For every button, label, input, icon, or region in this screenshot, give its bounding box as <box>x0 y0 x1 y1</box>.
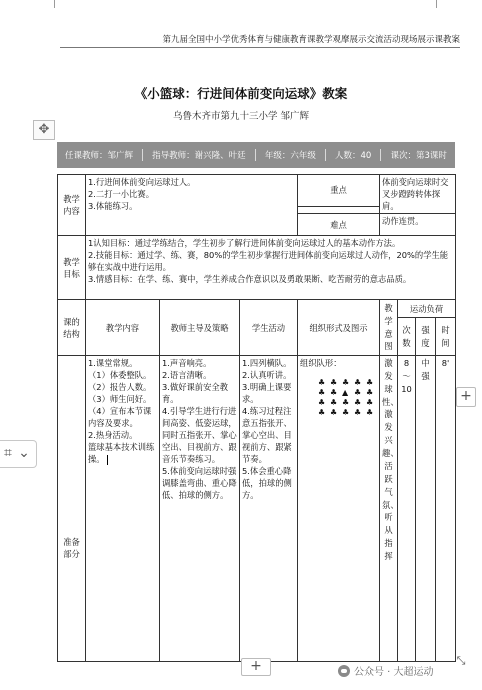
col-content-label: 教学内容 <box>105 322 140 333</box>
col-intensity <box>416 318 436 356</box>
difficulty-text-cell[interactable] <box>380 214 456 236</box>
document-subtitle: 乌鲁木齐市第九十三小学 邹广辉 <box>172 111 310 122</box>
prep-teacher-line: 4.引导学生进行行进间高姿、低姿运球，同时五指张开、掌心空出、目视前方、跟音乐节奏练习。 <box>162 406 237 465</box>
difficulty-label-cell <box>298 214 380 236</box>
prep-student-line: 5.体会重心降低，拍球的侧方。 <box>242 466 292 501</box>
student-marker-icon: ♣ <box>342 398 350 408</box>
prep-org-label: 组织队形： <box>300 358 342 369</box>
prep-label-cell <box>58 356 86 662</box>
add-column-button[interactable]: + <box>456 387 476 407</box>
student-marker-icon: ♣ <box>342 408 350 418</box>
student-marker-icon: ♣ <box>366 388 374 398</box>
content-item: 3.体能练习。 <box>88 201 138 212</box>
prep-teacher-line: 1.声音响亮。 <box>162 358 212 369</box>
add-row-button[interactable]: + <box>241 658 271 676</box>
info-divider <box>255 149 256 161</box>
difficulty-text: 动作连贯。 <box>382 216 424 227</box>
col-time <box>436 318 456 356</box>
prep-label: 准备部分 <box>63 537 80 560</box>
col-structure-label: 课的结构 <box>63 316 80 339</box>
content-label-cell <box>58 175 86 236</box>
student-marker-icon: ♣ <box>318 398 326 408</box>
resize-handle-icon[interactable]: ⤡ <box>456 654 466 667</box>
prep-times: 8～10 <box>401 358 412 394</box>
formation-diagram <box>318 379 377 417</box>
student-marker-icon: ♣ <box>354 388 362 398</box>
prep-content-cell[interactable] <box>86 356 160 662</box>
goal-item: 1认知目标：通过学练结合，学生初步了解行进间体前变向运球过人的基本动作方法。 <box>88 238 401 249</box>
prep-student-line: 2.认真听讲。 <box>242 370 292 381</box>
key-label: 重点 <box>330 185 347 196</box>
info-grade: 年级：六年级 <box>264 151 316 161</box>
student-marker-icon: ♣ <box>354 408 362 418</box>
content-item: 1.行进间体前变向运球过人。 <box>88 177 196 187</box>
content-items-cell[interactable] <box>86 175 298 236</box>
col-structure <box>58 300 86 356</box>
prep-content-line: （1）体委整队。 <box>88 370 152 381</box>
wechat-icon <box>338 665 350 677</box>
student-marker-icon: ♣ <box>330 398 338 408</box>
col-student-label: 学生活动 <box>251 322 286 333</box>
lesson-plan-table <box>57 174 456 662</box>
student-marker-icon: ♣ <box>366 398 374 408</box>
student-marker-icon: ♣ <box>366 378 374 388</box>
empty-cell <box>298 206 380 213</box>
col-load <box>398 300 456 318</box>
prep-time-cell[interactable] <box>436 356 456 662</box>
student-marker-icon: ♣ <box>318 388 326 398</box>
prep-content-line: （4）宣布本节课内容及要求。 <box>88 406 152 429</box>
prep-student-line: 3.明确上课要求。 <box>242 382 292 405</box>
document-title: 《小篮球：行进间体前变向运球》教案 <box>134 86 348 101</box>
watermark <box>338 663 434 678</box>
student-marker-icon: ♣ <box>318 408 326 418</box>
student-marker-icon: ♣ <box>366 408 374 418</box>
col-student <box>240 300 298 356</box>
prep-student-line: 1.四列横队。 <box>242 358 292 369</box>
prep-student-cell[interactable] <box>240 356 298 662</box>
col-times-label: 次数 <box>402 324 411 348</box>
student-marker-icon: ♣ <box>354 398 362 408</box>
info-teacher: 任课教师：邹广辉 <box>65 151 134 161</box>
prep-org-cell[interactable] <box>298 356 380 662</box>
col-times <box>398 318 416 356</box>
col-intent-label: 教学意图 <box>384 302 393 352</box>
col-time-label: 时间 <box>441 324 450 348</box>
prep-times-cell[interactable] <box>398 356 416 662</box>
block-handle-icon[interactable]: ⌗ <box>4 445 12 461</box>
col-content <box>86 300 160 356</box>
content-item: 2.二打一小比赛。 <box>88 189 154 200</box>
info-divider <box>380 149 381 161</box>
key-text: 体前变向运球时交叉步蹬跨转体探肩。 <box>382 177 449 212</box>
col-intensity-label: 强度 <box>421 324 430 348</box>
prep-student-line: 4.练习过程注意五指张开、掌心空出、目视前方、跟紧节奏。 <box>242 406 292 465</box>
content-label: 教学内容 <box>63 194 80 217</box>
lesson-info-bar <box>57 142 455 168</box>
student-marker-icon: ♣ <box>330 378 338 388</box>
watermark-text: 公众号 · 大超运动 <box>354 667 434 678</box>
info-period: 课次：第3课时 <box>390 151 447 161</box>
col-intent <box>380 300 398 356</box>
goal-item: 3.情感目标：在学、练、赛中，学生养成合作意识以及勇敢果断、吃苦耐劳的意志品质。 <box>88 274 412 285</box>
student-marker-icon: ♣ <box>330 388 338 398</box>
info-advisor: 指导教师：谢兴隆、叶廷 <box>152 151 246 161</box>
prep-teacher-line: 5.体前变向运球时强调膝盖弯曲、重心降低、拍球的侧方。 <box>162 466 237 501</box>
header-divider <box>60 47 460 48</box>
info-count: 人数：40 <box>335 151 372 161</box>
prep-intensity: 中强 <box>421 358 430 381</box>
info-divider <box>142 149 143 161</box>
col-teacher <box>160 300 240 356</box>
goals-label: 教学目标 <box>63 256 80 279</box>
info-divider <box>325 149 326 161</box>
prep-intent-cell[interactable] <box>380 356 398 662</box>
table-move-handle-icon[interactable]: ✥ <box>33 120 55 140</box>
prep-content-line: 篮球基本技术训练操。 <box>88 442 155 465</box>
student-marker-icon: ♣ <box>342 378 350 388</box>
prep-intensity-cell[interactable] <box>416 356 436 662</box>
goals-cell[interactable] <box>86 236 456 300</box>
col-org <box>298 300 380 356</box>
col-teacher-label: 教师主导及策略 <box>170 322 229 333</box>
teacher-marker-icon: ▲ <box>342 388 349 398</box>
prep-intent: 激发球性、激发兴趣、活跃气氛、听从指挥 <box>382 358 399 561</box>
key-text-cell[interactable] <box>380 175 456 214</box>
prep-time: 8' <box>441 358 450 369</box>
text-cursor <box>107 455 108 465</box>
difficulty-label: 难点 <box>330 219 347 230</box>
student-marker-icon: ♣ <box>318 378 326 388</box>
page-corner-mark <box>40 0 55 8</box>
key-label-cell <box>298 175 380 207</box>
prep-content-line: 1.课堂常规。 <box>88 358 138 369</box>
col-load-label: 运动负荷 <box>409 303 444 314</box>
student-marker-icon: ♣ <box>354 378 362 388</box>
goal-item: 2.技能目标：通过学、练、赛，80%的学生初步掌握行进间体前变向运球过人动作，20%的学生能够在实战中进行运用。 <box>88 250 449 273</box>
prep-content-line: （2）报告人数。 <box>88 382 152 393</box>
col-org-label: 组织形式及图示 <box>309 322 368 333</box>
page-header: 第九届全国中小学优秀体育与健康教育课教学观摩展示交流活动现场展示课教案 <box>162 35 460 45</box>
goals-label-cell <box>58 236 86 300</box>
student-marker-icon: ♣ <box>330 408 338 418</box>
prep-content-line: （3）师生问好。 <box>88 394 152 405</box>
prep-teacher-line: 2.语言清晰。 <box>162 370 212 381</box>
page-corner-mark <box>436 0 451 8</box>
left-floating-toolbar[interactable] <box>0 440 37 468</box>
prep-teacher-line: 3.做好课前安全教育。 <box>162 382 228 405</box>
chevron-down-icon[interactable]: ⌄ <box>18 445 30 461</box>
prep-content-line: 2.热身活动。 <box>88 430 138 441</box>
prep-teacher-cell[interactable] <box>160 356 240 662</box>
